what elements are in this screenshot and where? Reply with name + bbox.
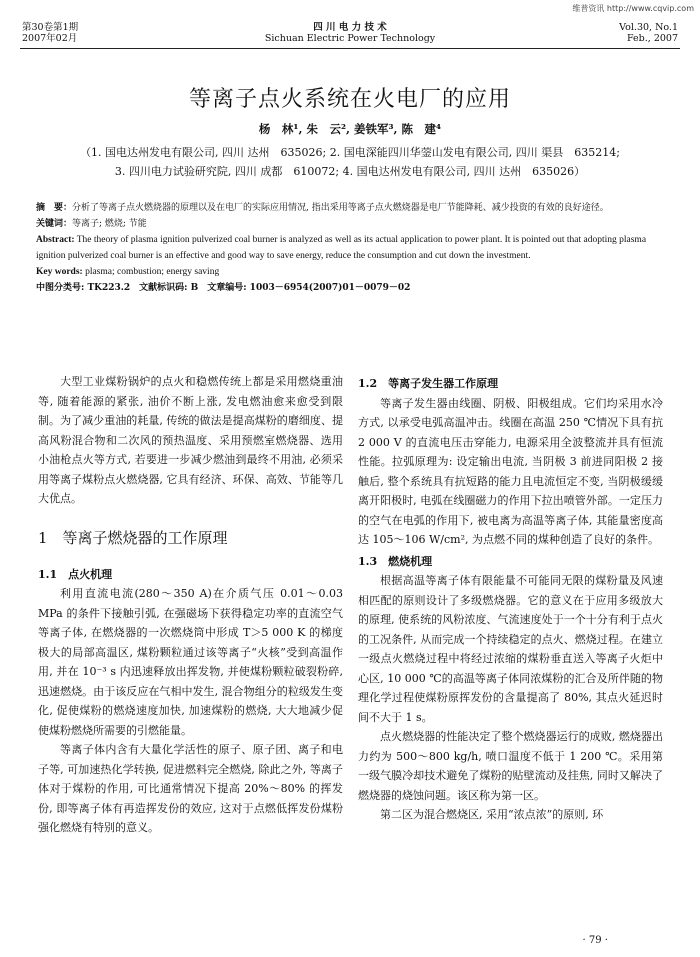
- affiliation-line-1: （1. 国电达州发电有限公司, 四川 达州 635026; 2. 国电深能四川华蓥山发电有限公司, 四川 渠县 635214;: [80, 146, 620, 159]
- abstract-en: [36, 232, 664, 264]
- section-1-2-heading: 1.2 等离子发生器工作原理: [358, 377, 499, 390]
- paragraph-1-2: 等离子发生器由线圈、阴极、阳极组成。它们均采用水冷方式, 以承受电弧高温冲击。线圈在高温 250 ℃情况下具有抗 2 000 V 的直流电压击穿能力, 电源采用全波整流并具有恒流性能。拉弧原理为: 设定输出电流, 当阴极 3 前进同阳极 2 接触后, 整个系统具有抗短路的能力且电流恒定不变, 当阴极缓缓离开阳极时, 电弧在线圈磁力的作用下拉出喷管外部。一定压力的空气在电弧的作用下, 被电离为高温等离子体, 其能量密度高达 105～106 W/cm², 为点燃不同的煤种创造了良好的条件。: [358, 396, 663, 546]
- journal-date: 2007年02月: [22, 33, 78, 44]
- left-column: [38, 372, 343, 838]
- abstract-block: [36, 200, 664, 296]
- affiliation-line-2: 3. 四川电力试验研究院, 四川 成都 610072; 4. 国电达州发电有限公司, 四川 达州 635026）: [114, 165, 586, 178]
- keywords-cn-label: 关键词：: [36, 219, 73, 229]
- paragraph-1-3-b: 点火燃烧器的性能决定了整个燃烧器运行的成败, 燃烧器出力约为 500～800 kg/h, 喷口温度不低于 1 200 ℃。采用第一级气膜冷却技术避免了煤粉的贴壁流动及挂焦, 同时又解决了燃烧器的烧蚀问题。该区称为第一区。: [358, 730, 663, 802]
- paragraph-1-3-c: 第二区为混合燃烧区, 采用“浓点浓”的原则, 环: [380, 808, 604, 821]
- abstract-en-label: Abstract:: [36, 235, 75, 245]
- page-number: · 79 ·: [582, 935, 608, 946]
- keywords-en-text: plasma; combustion; energy saving: [82, 267, 220, 277]
- paper-authors: 杨 林¹, 朱 云², 姜铁军³, 陈 建⁴: [258, 122, 442, 136]
- journal-name: [0, 22, 700, 44]
- paragraph-1-1-a: 利用直流电流(280～350 A)在介质气压 0.01～0.03 MPa 的条件下接触引弧, 在强磁场下获得稳定功率的直流空气等离子体, 在燃烧器的一次燃烧筒中形成 T＞5 000 K 的梯度极大的局部高温区, 煤粉颗粒通过该等离子“火核”受到高温作用, 并在 10⁻³ s 内迅速释放出挥发物, 并使煤粉颗粒破裂粉碎, 迅速燃烧。由于该反应在气相中发生, 混合物组分的粒级发生变化, 促使煤粉的燃烧速度加快, 加速煤粉的燃烧, 大大地减少促使煤粉燃烧所需要的引燃能量。: [38, 587, 343, 737]
- journal-date-en: Feb., 2007: [626, 33, 678, 44]
- section-1-1-heading: 1.1 点火机理: [38, 567, 113, 581]
- abstract-en-text: The theory of plasma ignition pulverized coal burner is analyzed as well as its actual application to power plant. It is pointed out that adopting plasma ignition pulverized coal burner is an effective and good way to save energy, reduce the consumption and cut down the investment.: [36, 235, 647, 261]
- keywords-cn: [36, 216, 664, 232]
- intro-paragraph: 大型工业煤粉锅炉的点火和稳燃传统上都是采用燃烧重油等, 随着能源的紧张, 油价不断上涨, 发电燃油愈来愈受到限制。为了减少重油的耗量, 传统的做法是提高煤粉的磨细度、提高风粉混合物和二次风的预热温度、采用预燃室燃烧器、选用小油枪点火等方式, 若要进一步减少燃油到最终不用油, 必须采用等离子煤粉点火燃烧器, 它具有经济、环保、高效、节能等几大优点。: [38, 375, 343, 505]
- watermark-text: 维普资讯 http://www.cqvip.com: [572, 4, 694, 13]
- abstract-cn: [36, 200, 664, 216]
- journal-volume-en: Vol.30, No.1: [619, 22, 678, 33]
- keywords-en-label: Key words:: [36, 267, 83, 277]
- paper-title: 等离子点火系统在火电厂的应用: [188, 87, 511, 112]
- paragraph-1-3-a: 根据高温等离子体有限能量不可能同无限的煤粉量及风速相匹配的原则设计了多级燃烧器。它的意义在于应用多级放大的原理, 使系统的风粉浓度、气流速度处于一个十分有利于点火的工况条件, 从而完成一个持续稳定的点火、燃烧过程。在建立一级点火燃烧过程中将经过浓缩的煤粉垂直送入等离子火炬中心区, 10 000 ℃的高温等离子体同浓煤粉的汇合及所伴随的物理化学过程使煤粉原挥发份的含量提高了 80%, 其点火延迟时间不大于 1 s。: [358, 574, 663, 724]
- journal-name-en: Sichuan Electric Power Technology: [264, 33, 436, 44]
- abstract-cn-label: 摘 要：: [36, 203, 73, 213]
- journal-name-cn: 四 川 电 力 技 术: [313, 22, 387, 33]
- abstract-cn-text: 分析了等离子点火燃烧器的原理以及在电厂的实际应用情况, 指出采用等离子点火燃烧器是电厂节能降耗、减少投资的有效的良好途径。: [72, 203, 609, 213]
- section-1-3-heading: 1.3 燃烧机理: [358, 554, 433, 568]
- classification-line: 中图分类号: TK223.2 文献标识码: B 文章编号: 1003－6954(2007)01－0079－02: [36, 283, 411, 293]
- journal-volume: 第30卷第1期: [22, 22, 79, 33]
- journal-issue-en: [619, 22, 678, 44]
- keywords-en: [36, 264, 664, 280]
- right-column: [358, 372, 663, 825]
- section-1-heading: 1 等离子燃烧器的工作原理: [38, 528, 228, 547]
- header-rule: [20, 48, 680, 49]
- keywords-cn-text: 等离子; 燃烧; 节能: [72, 219, 147, 229]
- paragraph-1-1-b: 等离子体内含有大量化学活性的原子、原子团、离子和电子等, 可加速热化学转换, 促进燃料完全燃烧, 除此之外, 等离子体对于煤粉的作用, 可比通常情况下提高 20%～80% 的挥发份, 即等离子体有再造挥发份的效应, 这对于点燃低挥发份煤粉强化燃烧有特别的意义。: [38, 743, 343, 834]
